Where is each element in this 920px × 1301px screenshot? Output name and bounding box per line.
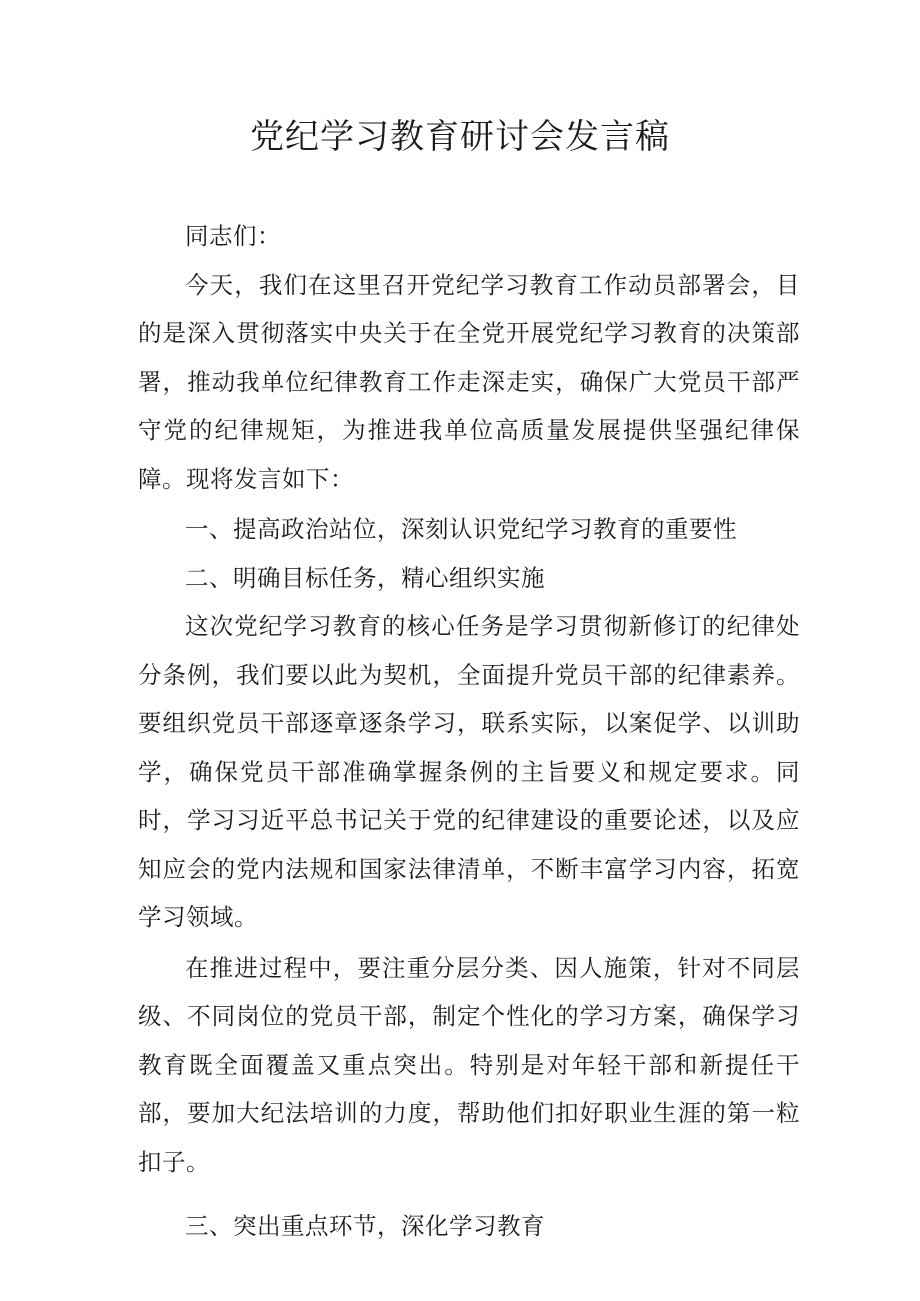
document-body — [138, 212, 800, 1251]
paragraph-implementation: 在推进过程中，要注重分层分类、因人施策，针对不同层级、不同岗位的党员干部，制定个性化的学习方案，确保学习教育既全面覆盖又重点突出。特别是对年轻干部和新提任干部，要加大纪法培训的力度，帮助他们扣好职业生涯的第一粒扣子。 — [138, 953, 800, 1176]
paragraph-core-task: 这次党纪学习教育的核心任务是学习贯彻新修订的纪律处分条例，我们要以此为契机，全面提升党员干部的纪律素养。要组织党员干部逐章逐条学习，联系实际，以案促学、以训助学，确保党员干部准确掌握条例的主旨要义和规定要求。同时，学习习近平总书记关于党的纪律建设的重要论述，以及应知应会的党内法规和国家法律清单，不断丰富学习内容，拓宽学习领域。 — [138, 612, 800, 931]
heading-section-2: 二、明确目标任务，精心组织实施 — [185, 563, 545, 592]
heading-section-1: 一、提高政治站位，深刻认识党纪学习教育的重要性 — [185, 515, 737, 543]
heading-section-3: 三、突出重点环节，深化学习教育 — [185, 1212, 545, 1240]
salutation: 同志们： — [185, 222, 281, 250]
paragraph-opening: 今天，我们在这里召开党纪学习教育工作动员部署会，目的是深入贯彻落实中央关于在全党开展党纪学习教育的决策部署，推动我单位纪律教育工作走深走实，确保广大党员干部严守党的纪律规矩，为推进我单位高质量发展提供坚强纪律保障。现将发言如下： — [138, 270, 800, 493]
document-title: 党纪学习教育研讨会发言稿 — [250, 117, 670, 157]
